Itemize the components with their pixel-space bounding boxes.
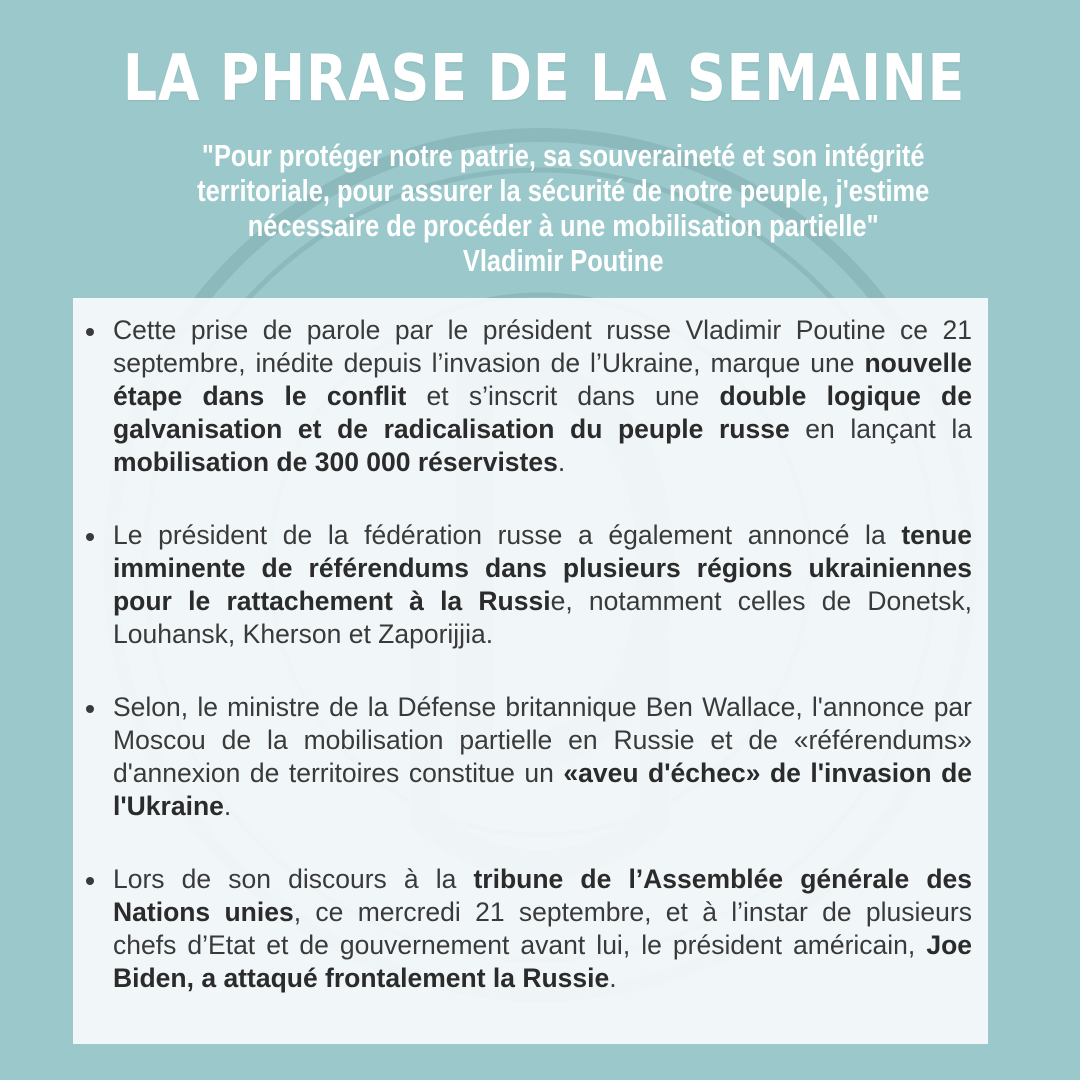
bullet-text: Selon, le ministre de la Défense britannique Ben Wallace, l'annonce par Moscou de la mobilisation partielle en Russie et de «référendums» d'annexion de territoires constitue un bbox=[113, 692, 972, 788]
content-panel bbox=[73, 298, 988, 1044]
bullet-emphasis: nouvelle étape dans le conflit bbox=[113, 348, 972, 411]
bullet-text: Cette prise de parole par le président russe Vladimir Poutine ce 21 septembre, inédite depuis l’invasion de l’Ukraine, marque une bbox=[113, 315, 972, 378]
bullet-emphasis: mobilisation de 300 000 réservistes bbox=[113, 447, 558, 477]
bullet-emphasis: tribune de l’Assemblée générale des Nations unies bbox=[113, 864, 972, 927]
bullet-item bbox=[113, 691, 972, 823]
bullet-text: Lors de son discours à la bbox=[113, 864, 474, 894]
bullet-text: . bbox=[609, 963, 617, 993]
bullet-text: . bbox=[557, 447, 566, 477]
bullet-item bbox=[113, 863, 972, 995]
bullet-emphasis: double logique de galvanisation et de radicalisation du peuple russe bbox=[113, 381, 972, 444]
bullet-emphasis: «aveu d'échec» de l'invasion de l'Ukraine bbox=[113, 758, 972, 821]
bullet-item bbox=[113, 314, 972, 479]
bullet-emphasis: Joe Biden, a attaqué frontalement la Russie bbox=[113, 930, 972, 993]
bullet-text: Le président de la fédération russe a également annoncé la bbox=[113, 520, 902, 550]
bullet-dot-icon bbox=[86, 533, 94, 541]
bullet-text: et s’inscrit dans une bbox=[406, 381, 720, 411]
bullet-dot-icon bbox=[86, 705, 94, 713]
bullet-emphasis: tenue imminente de référendums dans plusieurs régions ukrainiennes pour le rattachement à la Russi bbox=[113, 520, 972, 616]
bullet-text: e, notamment celles de Donetsk, Louhansk, Kherson et Zaporijjia. bbox=[113, 586, 972, 649]
page-title: LA PHRASE DE LA SEMAINE bbox=[122, 42, 966, 116]
quote-block bbox=[149, 138, 977, 278]
quote-author: Vladimir Poutine bbox=[462, 243, 664, 278]
bullet-dot-icon bbox=[86, 877, 94, 885]
quote-text: "Pour protéger notre patrie, sa souveraineté et son intégrité territoriale, pour assurer la sécurité de notre peuple, j'estime nécessaire de procéder à une mobilisation partielle" bbox=[197, 138, 930, 243]
bullet-text: en lançant la bbox=[789, 414, 972, 444]
bullet-dot-icon bbox=[86, 328, 94, 336]
bullet-text: . bbox=[223, 791, 232, 821]
bullet-item bbox=[113, 519, 972, 651]
bullet-text: , ce mercredi 21 septembre, et à l’instar de plusieurs chefs d’Etat et de gouvernement avant lui, le président américain, bbox=[113, 897, 972, 960]
